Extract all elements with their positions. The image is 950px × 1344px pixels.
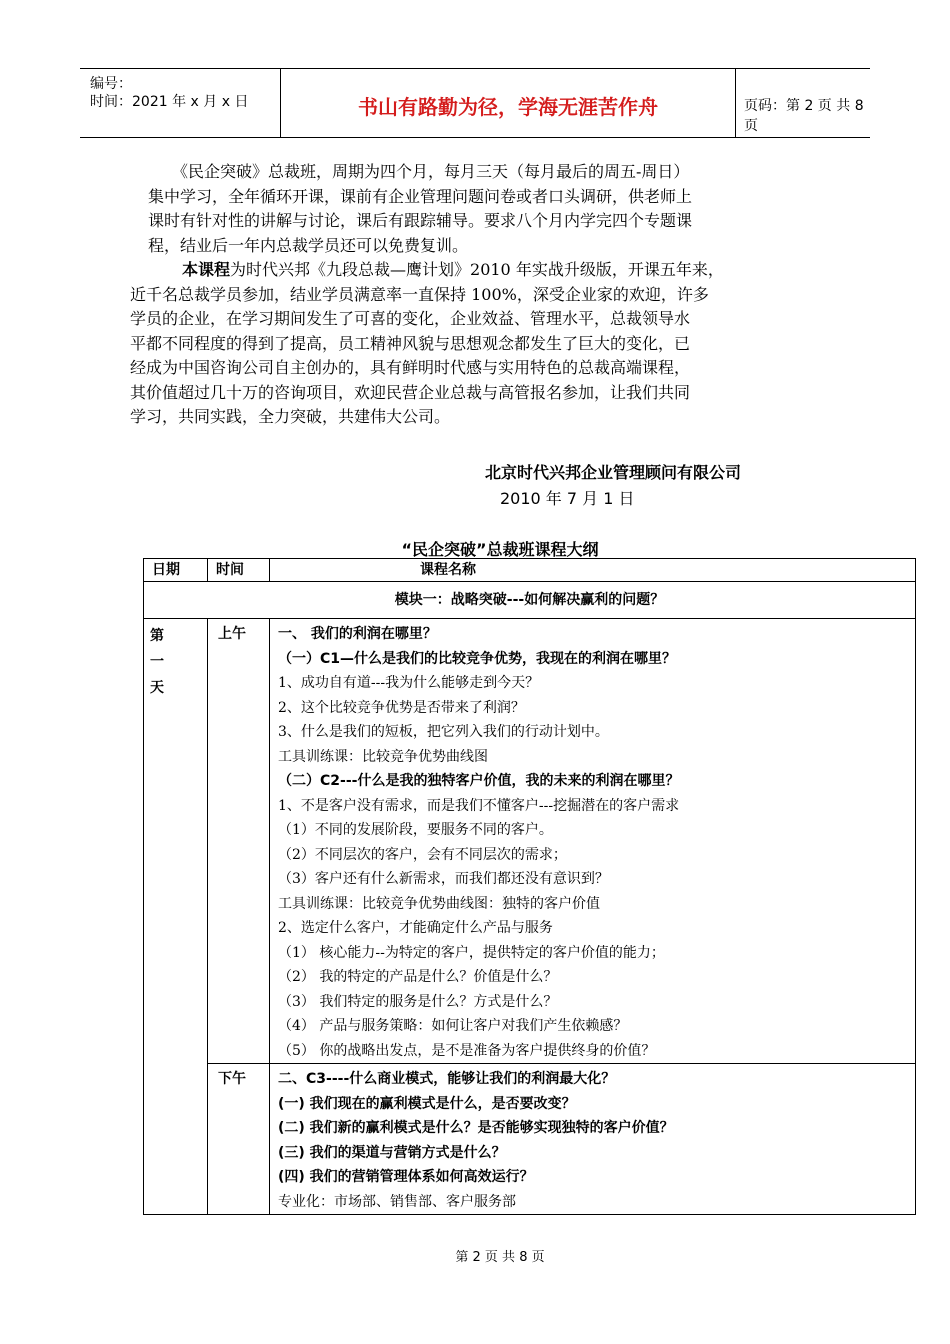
course-line: （4） 产品与服务策略：如何让客户对我们产生依赖感？: [278, 1018, 628, 1034]
course-line: 工具训练课：比较竞争优势曲线图: [278, 748, 488, 765]
morning-course-list: [270, 619, 916, 1064]
course-line: （3）客户还有什么新需求，而我们都还没有意识到？: [278, 871, 609, 887]
course-line: (三) 我们的渠道与营销方式是什么？: [278, 1144, 506, 1161]
course-line: 1、成功自有道---我为什么能够走到今天？: [278, 675, 540, 691]
text-line: 其价值超过几十万的咨询项目，欢迎民营企业总裁与高管报名参加，让我们共同: [130, 382, 691, 402]
outline-title: “民企突破”总裁班课程大纲: [401, 540, 599, 559]
text-line: 平都不同程度的得到了提高，员工精神风貌与思想观念都发生了巨大的变化，已: [130, 333, 691, 353]
course-bold-lead: 本课程: [182, 260, 231, 279]
table-row: [144, 619, 916, 1064]
course-line: 2、选定什么客户，才能确定什么产品与服务: [278, 920, 553, 936]
text-line: 学员的企业，在学习期间发生了可喜的变化，企业效益、管理水平，总裁领导水: [130, 309, 691, 328]
module-title: 模块一：战略突破---如何解决赢利的问题？: [144, 582, 916, 619]
course-line: （2）不同层次的客户，会有不同层次的需求；: [278, 846, 567, 863]
course-line: (四) 我们的营销管理体系如何高效运行？: [278, 1169, 534, 1185]
table-header-row: [144, 559, 916, 582]
time-slot-morning: 上午: [208, 619, 270, 1064]
course-line: 2、这个比较竞争优势是否带来了利润？: [278, 699, 525, 716]
header-motto: 书山有路勤为径，学海无涯苦作舟: [358, 95, 658, 119]
page-footer: 第 2 页 共 8 页: [455, 1250, 545, 1265]
course-line: 专业化：市场部、销售部、客户服务部: [278, 1193, 516, 1210]
course-line: （3） 我们特定的服务是什么？方式是什么？: [278, 993, 558, 1010]
table-row: [144, 1064, 916, 1215]
text-span: 为时代兴邦《九段总裁—鹰计划》2010 年实战升级版，开课五年来，: [230, 260, 724, 279]
text-line: 近千名总裁学员参加，结业学员满意率一直保持 100%，深受企业家的欢迎，许多: [130, 284, 709, 304]
course-line: 二、C3----什么商业模式，能够让我们的利润最大化？: [278, 1071, 616, 1087]
course-line: 一、 我们的利润在哪里？: [278, 626, 437, 642]
signature-date: 2010 年 7 月 1 日: [500, 489, 635, 508]
course-line: 1、不是客户没有需求，而是我们不懂客户---挖掘潜在的客户需求: [278, 797, 680, 814]
intro-paragraph-2: [130, 258, 840, 430]
header-course: 课程名称: [270, 559, 916, 582]
time-slot-afternoon: 下午: [208, 1064, 270, 1215]
header-motto-cell: [281, 69, 736, 137]
header-page-cell: [736, 69, 870, 137]
header-date: 日期: [144, 559, 208, 582]
course-line: （1）不同的发展阶段，要服务不同的客户。: [278, 822, 553, 838]
document-number-label: 编号：: [90, 76, 132, 92]
course-line: 工具训练课：比较竞争优势曲线图：独特的客户价值: [278, 895, 600, 912]
course-line: （1） 核心能力--为特定的客户，提供特定的客户价值的能力；: [278, 944, 665, 961]
page-header: [80, 68, 870, 138]
text-line: [130, 258, 840, 283]
course-line: （5） 你的战略出发点，是不是准备为客户提供终身的价值？: [278, 1042, 656, 1059]
course-line: （一）C1—什么是我们的比较竞争优势，我现在的利润在哪里？: [278, 650, 677, 667]
header-page-info: 页码：第 2 页 共 8 页: [744, 98, 864, 134]
course-outline-table: [143, 558, 916, 1215]
course-line: （二）C2---什么是我的独特客户价值，我的未来的利润在哪里？: [278, 773, 680, 789]
text-line: 程，结业后一年内总裁学员还可以免费复训。: [148, 235, 469, 255]
day-label: 第一天: [144, 619, 208, 1215]
text-line: 学习，共同实践，全力突破，共建伟大公司。: [130, 407, 451, 426]
course-line: 3、什么是我们的短板，把它列入我们的行动计划中。: [278, 724, 609, 740]
afternoon-course-list: [270, 1064, 916, 1215]
text-line: 课时有针对性的讲解与讨论，课后有跟踪辅导。要求八个月内学完四个专题课: [148, 211, 693, 230]
text-line: 集中学习，全年循环开课，课前有企业管理问题问卷或者口头调研，供老师上: [148, 186, 693, 206]
document-date-label: 时间：2021 年 x 月 x 日: [90, 94, 249, 110]
header-time: 时间: [208, 559, 270, 582]
course-line: （2） 我的特定的产品是什么？价值是什么？: [278, 969, 558, 985]
course-line: (一) 我们现在的赢利模式是什么，是否要改变？: [278, 1095, 576, 1112]
module-row: [144, 582, 916, 619]
text-line: 《民企突破》总裁班，周期为四个月，每月三天（每月最后的周五-周日）: [172, 162, 690, 181]
intro-paragraph-1: [148, 160, 838, 258]
text-line: 经成为中国咨询公司自主创办的，具有鲜明时代感与实用特色的总裁高端课程，: [130, 358, 691, 377]
signature-company: 北京时代兴邦企业管理顾问有限公司: [485, 463, 742, 482]
header-meta-cell: [80, 69, 281, 137]
course-line: (二) 我们新的赢利模式是什么？是否能够实现独特的客户价值？: [278, 1120, 674, 1136]
